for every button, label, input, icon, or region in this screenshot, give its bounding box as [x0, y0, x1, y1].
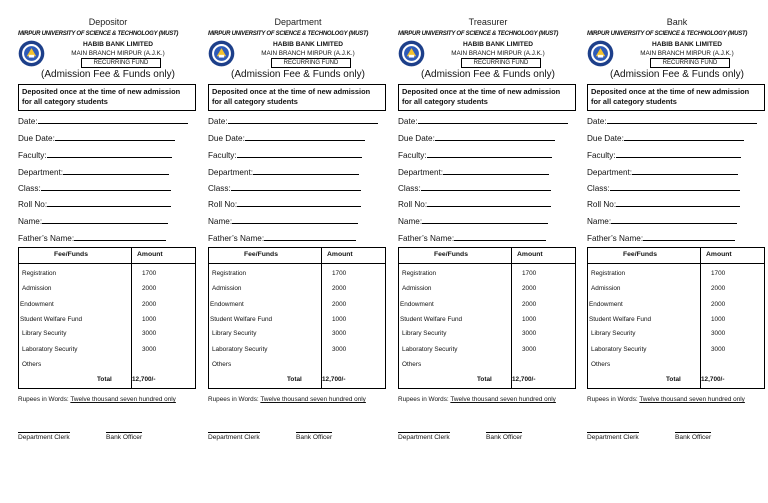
fee-item-library-security: Library Security — [212, 330, 257, 337]
notice-line-1: Deposited once at the time of new admission — [591, 87, 750, 96]
roll-no-blank[interactable] — [427, 199, 551, 207]
roll-no-field[interactable] — [587, 199, 740, 209]
fee-item-registration: Registration — [212, 270, 247, 277]
rupees-in-words-label: Rupees in Words: — [398, 396, 449, 403]
copy-title: Treasurer — [468, 17, 508, 27]
bank-officer-signature: Bank Officer — [675, 434, 712, 441]
faculty-blank[interactable] — [427, 150, 552, 158]
due-date-blank[interactable] — [624, 133, 744, 141]
total-label: Total — [287, 376, 302, 383]
department-label: Department: — [587, 168, 633, 177]
form-subtitle: (Admission Fee & Funds only) — [231, 69, 365, 80]
class-field[interactable] — [398, 183, 551, 193]
fee-item-registration: Registration — [402, 270, 437, 277]
name-field[interactable] — [18, 216, 168, 226]
notice-line-2: for all category students — [591, 97, 677, 106]
fee-column-header: Fee/Funds — [54, 251, 88, 258]
table-header-divider — [19, 263, 195, 264]
notice-line-1: Deposited once at the time of new admission — [22, 87, 181, 96]
fee-item-others: Others — [22, 361, 42, 368]
table-header-divider — [588, 263, 764, 264]
faculty-blank[interactable] — [47, 150, 172, 158]
name-label: Name: — [208, 217, 233, 226]
date-label: Date: — [398, 117, 418, 126]
fee-item-student-welfare: Student Welfare Fund — [20, 316, 83, 323]
fee-item-registration: Registration — [591, 270, 626, 277]
fee-table — [398, 247, 576, 389]
department-label: Department: — [208, 168, 254, 177]
table-column-divider — [131, 248, 132, 388]
class-blank[interactable] — [421, 183, 551, 191]
department-clerk-signature: Department Clerk — [587, 434, 639, 441]
fee-item-others: Others — [591, 361, 611, 368]
fee-table — [587, 247, 765, 389]
fee-amount-library-security: 3000 — [522, 330, 537, 337]
fee-column-header: Fee/Funds — [623, 251, 657, 258]
recurring-fund-box: RECURRING FUND — [461, 58, 541, 68]
fathers-name-field[interactable] — [208, 233, 356, 243]
faculty-field[interactable] — [18, 150, 172, 160]
fee-column-header: Fee/Funds — [244, 251, 278, 258]
fee-item-student-welfare: Student Welfare Fund — [589, 316, 652, 323]
department-field[interactable] — [18, 167, 169, 177]
fee-item-admission: Admission — [591, 285, 621, 292]
admission-notice — [208, 84, 386, 111]
fathers-name-blank[interactable] — [454, 233, 546, 241]
fathers-name-blank[interactable] — [74, 233, 166, 241]
faculty-field[interactable] — [208, 150, 362, 160]
due-date-label: Due Date: — [208, 134, 245, 143]
class-label: Class: — [208, 184, 231, 193]
amount-column-header: Amount — [327, 251, 353, 258]
fee-amount-student-welfare: 1000 — [522, 316, 537, 323]
bank-name: HABIB BANK LIMITED — [652, 41, 722, 48]
branch-name: MAIN BRANCH MIRPUR (A.J.K.) — [71, 50, 165, 57]
amount-column-header: Amount — [517, 251, 543, 258]
faculty-label: Faculty: — [18, 151, 47, 160]
bank-name: HABIB BANK LIMITED — [83, 41, 153, 48]
copy-title: Department — [274, 17, 322, 27]
challan-copy-2 — [208, 0, 388, 503]
date-label: Date: — [587, 117, 607, 126]
faculty-field[interactable] — [398, 150, 552, 160]
table-header-divider — [399, 263, 575, 264]
table-header-divider — [209, 263, 385, 264]
faculty-label: Faculty: — [208, 151, 237, 160]
faculty-blank[interactable] — [237, 150, 362, 158]
department-blank[interactable] — [632, 167, 738, 175]
due-date-field[interactable] — [18, 133, 175, 143]
branch-name: MAIN BRANCH MIRPUR (A.J.K.) — [451, 50, 545, 57]
class-field[interactable] — [208, 183, 361, 193]
fee-amount-registration: 1700 — [142, 270, 157, 277]
fee-item-library-security: Library Security — [402, 330, 447, 337]
name-field[interactable] — [208, 216, 358, 226]
branch-name: MAIN BRANCH MIRPUR (A.J.K.) — [261, 50, 355, 57]
university-name: MIRPUR UNIVERSITY OF SCIENCE & TECHNOLOGY (MUST) — [18, 31, 179, 37]
date-field[interactable] — [587, 116, 757, 126]
roll-no-label: Roll No: — [398, 200, 428, 209]
due-date-label: Due Date: — [587, 134, 624, 143]
rupees-in-words-value: Twelve thousand seven hundred only — [450, 396, 556, 403]
due-date-blank[interactable] — [435, 133, 555, 141]
class-label: Class: — [398, 184, 421, 193]
recurring-fund-box: RECURRING FUND — [650, 58, 730, 68]
rupees-in-words-value: Twelve thousand seven hundred only — [70, 396, 176, 403]
fee-item-laboratory-security: Laboratory Security — [22, 346, 78, 353]
rupees-in-words — [398, 396, 556, 403]
bank-officer-signature: Bank Officer — [106, 434, 143, 441]
fee-item-library-security: Library Security — [591, 330, 636, 337]
challan-copy-1 — [18, 0, 198, 503]
department-blank[interactable] — [443, 167, 549, 175]
fee-item-registration: Registration — [22, 270, 57, 277]
fathers-name-field[interactable] — [398, 233, 546, 243]
fee-amount-registration: 1700 — [522, 270, 537, 277]
roll-no-blank[interactable] — [237, 199, 361, 207]
bank-officer-signature: Bank Officer — [486, 434, 523, 441]
department-field[interactable] — [208, 167, 359, 177]
fee-item-endowment: Endowment — [20, 301, 54, 308]
fee-amount-library-security: 3000 — [332, 330, 347, 337]
fee-amount-student-welfare: 1000 — [332, 316, 347, 323]
roll-no-label: Roll No: — [208, 200, 238, 209]
fee-item-student-welfare: Student Welfare Fund — [400, 316, 463, 323]
fee-item-admission: Admission — [402, 285, 432, 292]
fee-item-endowment: Endowment — [400, 301, 434, 308]
fee-amount-registration: 1700 — [711, 270, 726, 277]
rupees-in-words — [18, 396, 176, 403]
rupees-in-words — [208, 396, 366, 403]
total-amount: 12,700/- — [701, 376, 725, 383]
fee-item-library-security: Library Security — [22, 330, 67, 337]
rupees-in-words-label: Rupees in Words: — [587, 396, 638, 403]
admission-notice — [18, 84, 196, 111]
total-label: Total — [666, 376, 681, 383]
fee-amount-laboratory-security: 3000 — [332, 346, 347, 353]
table-column-divider — [321, 248, 322, 388]
due-date-label: Due Date: — [398, 134, 435, 143]
due-date-field[interactable] — [587, 133, 744, 143]
name-blank[interactable] — [42, 216, 168, 224]
fee-amount-laboratory-security: 3000 — [711, 346, 726, 353]
faculty-label: Faculty: — [398, 151, 427, 160]
date-blank[interactable] — [228, 116, 378, 124]
roll-no-field[interactable] — [18, 199, 171, 209]
fee-amount-library-security: 3000 — [711, 330, 726, 337]
copy-title: Bank — [666, 17, 688, 27]
department-blank[interactable] — [253, 167, 359, 175]
fee-item-endowment: Endowment — [589, 301, 623, 308]
roll-no-label: Roll No: — [18, 200, 48, 209]
name-blank[interactable] — [611, 216, 737, 224]
fathers-name-label: Father’s Name: — [18, 234, 75, 243]
department-label: Department: — [398, 168, 444, 177]
fee-item-student-welfare: Student Welfare Fund — [210, 316, 273, 323]
class-blank[interactable] — [41, 183, 171, 191]
roll-no-blank[interactable] — [47, 199, 171, 207]
total-label: Total — [97, 376, 112, 383]
fathers-name-label: Father’s Name: — [587, 234, 644, 243]
notice-line-2: for all category students — [402, 97, 488, 106]
faculty-field[interactable] — [587, 150, 741, 160]
date-blank[interactable] — [418, 116, 568, 124]
fee-item-laboratory-security: Laboratory Security — [402, 346, 458, 353]
bank-officer-signature: Bank Officer — [296, 434, 333, 441]
rupees-in-words — [587, 396, 745, 403]
fee-table — [208, 247, 386, 389]
due-date-field[interactable] — [208, 133, 365, 143]
fee-amount-endowment: 2000 — [332, 301, 347, 308]
fee-column-header: Fee/Funds — [434, 251, 468, 258]
name-label: Name: — [587, 217, 612, 226]
fee-amount-admission: 2000 — [522, 285, 537, 292]
bank-name: HABIB BANK LIMITED — [273, 41, 343, 48]
notice-line-1: Deposited once at the time of new admission — [212, 87, 371, 96]
challan-copy-3 — [398, 0, 578, 503]
fee-amount-laboratory-security: 3000 — [522, 346, 537, 353]
department-label: Department: — [18, 168, 64, 177]
fathers-name-field[interactable] — [18, 233, 166, 243]
rupees-in-words-value: Twelve thousand seven hundred only — [260, 396, 366, 403]
fee-item-others: Others — [212, 361, 232, 368]
branch-name: MAIN BRANCH MIRPUR (A.J.K.) — [640, 50, 734, 57]
fathers-name-field[interactable] — [587, 233, 735, 243]
class-blank[interactable] — [610, 183, 740, 191]
faculty-blank[interactable] — [616, 150, 741, 158]
notice-line-2: for all category students — [212, 97, 298, 106]
recurring-fund-box: RECURRING FUND — [81, 58, 161, 68]
due-date-blank[interactable] — [245, 133, 365, 141]
fee-amount-admission: 2000 — [332, 285, 347, 292]
fee-amount-student-welfare: 1000 — [142, 316, 157, 323]
fee-amount-admission: 2000 — [711, 285, 726, 292]
fee-amount-library-security: 3000 — [142, 330, 157, 337]
name-label: Name: — [18, 217, 43, 226]
fee-amount-endowment: 2000 — [711, 301, 726, 308]
fathers-name-label: Father’s Name: — [208, 234, 265, 243]
fathers-name-label: Father’s Name: — [398, 234, 455, 243]
name-field[interactable] — [587, 216, 737, 226]
date-field[interactable] — [208, 116, 378, 126]
class-label: Class: — [18, 184, 41, 193]
fee-amount-admission: 2000 — [142, 285, 157, 292]
due-date-label: Due Date: — [18, 134, 55, 143]
department-field[interactable] — [587, 167, 738, 177]
total-amount: 12,700/- — [322, 376, 346, 383]
fathers-name-blank[interactable] — [264, 233, 356, 241]
due-date-field[interactable] — [398, 133, 555, 143]
admission-notice — [587, 84, 765, 111]
name-blank[interactable] — [232, 216, 358, 224]
recurring-fund-box: RECURRING FUND — [271, 58, 351, 68]
fee-amount-endowment: 2000 — [142, 301, 157, 308]
class-field[interactable] — [587, 183, 740, 193]
class-label: Class: — [587, 184, 610, 193]
date-label: Date: — [18, 117, 38, 126]
fee-item-admission: Admission — [212, 285, 242, 292]
table-column-divider — [511, 248, 512, 388]
table-column-divider — [700, 248, 701, 388]
faculty-label: Faculty: — [587, 151, 616, 160]
university-name: MIRPUR UNIVERSITY OF SCIENCE & TECHNOLOGY (MUST) — [587, 31, 748, 37]
fee-item-admission: Admission — [22, 285, 52, 292]
class-field[interactable] — [18, 183, 171, 193]
due-date-blank[interactable] — [55, 133, 175, 141]
class-blank[interactable] — [231, 183, 361, 191]
roll-no-field[interactable] — [208, 199, 361, 209]
university-name: MIRPUR UNIVERSITY OF SCIENCE & TECHNOLOGY (MUST) — [398, 31, 559, 37]
date-field[interactable] — [398, 116, 568, 126]
date-blank[interactable] — [38, 116, 188, 124]
roll-no-field[interactable] — [398, 199, 551, 209]
copy-title: Depositor — [88, 17, 128, 27]
department-clerk-signature: Department Clerk — [208, 434, 260, 441]
rupees-in-words-label: Rupees in Words: — [18, 396, 69, 403]
name-field[interactable] — [398, 216, 548, 226]
fee-amount-endowment: 2000 — [522, 301, 537, 308]
date-field[interactable] — [18, 116, 188, 126]
name-label: Name: — [398, 217, 423, 226]
fee-item-endowment: Endowment — [210, 301, 244, 308]
department-clerk-signature: Department Clerk — [398, 434, 450, 441]
form-subtitle: (Admission Fee & Funds only) — [421, 69, 555, 80]
notice-line-1: Deposited once at the time of new admission — [402, 87, 561, 96]
rupees-in-words-value: Twelve thousand seven hundred only — [639, 396, 745, 403]
department-field[interactable] — [398, 167, 549, 177]
date-label: Date: — [208, 117, 228, 126]
challan-copy-4 — [587, 0, 767, 503]
notice-line-2: for all category students — [22, 97, 108, 106]
bank-name: HABIB BANK LIMITED — [463, 41, 533, 48]
fee-item-others: Others — [402, 361, 422, 368]
roll-no-blank[interactable] — [616, 199, 740, 207]
fee-amount-laboratory-security: 3000 — [142, 346, 157, 353]
fee-item-laboratory-security: Laboratory Security — [212, 346, 268, 353]
department-clerk-signature: Department Clerk — [18, 434, 70, 441]
admission-notice — [398, 84, 576, 111]
department-blank[interactable] — [63, 167, 169, 175]
total-label: Total — [477, 376, 492, 383]
rupees-in-words-label: Rupees in Words: — [208, 396, 259, 403]
fee-table — [18, 247, 196, 389]
fee-item-laboratory-security: Laboratory Security — [591, 346, 647, 353]
amount-column-header: Amount — [706, 251, 732, 258]
form-subtitle: (Admission Fee & Funds only) — [610, 69, 744, 80]
total-amount: 12,700/- — [132, 376, 156, 383]
university-name: MIRPUR UNIVERSITY OF SCIENCE & TECHNOLOGY (MUST) — [208, 31, 369, 37]
fee-amount-student-welfare: 1000 — [711, 316, 726, 323]
roll-no-label: Roll No: — [587, 200, 617, 209]
fathers-name-blank[interactable] — [643, 233, 735, 241]
amount-column-header: Amount — [137, 251, 163, 258]
fee-amount-registration: 1700 — [332, 270, 347, 277]
form-subtitle: (Admission Fee & Funds only) — [41, 69, 175, 80]
date-blank[interactable] — [607, 116, 757, 124]
total-amount: 12,700/- — [512, 376, 536, 383]
name-blank[interactable] — [422, 216, 548, 224]
